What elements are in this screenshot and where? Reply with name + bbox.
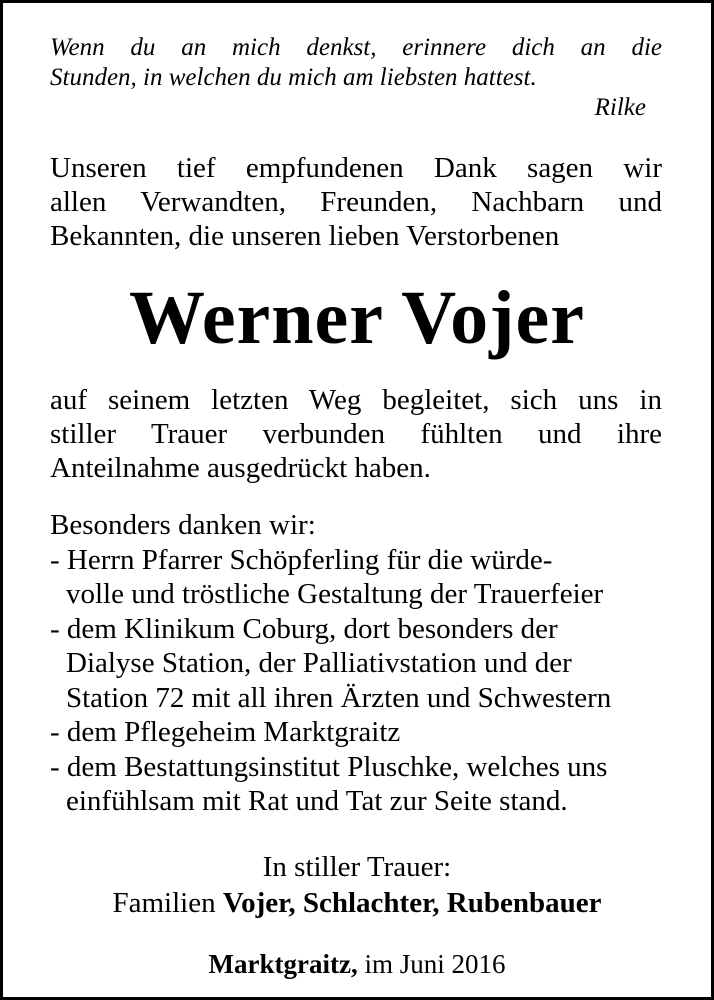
quote-author: Rilke bbox=[594, 94, 646, 121]
thanks-body-line-3: Anteilnahme ausgedrückt haben. bbox=[50, 452, 431, 484]
special-thanks-heading: Besonders danken wir: bbox=[50, 509, 316, 541]
thanks-intro-line-3: Bekannten, die unseren lieben Verstorbenen bbox=[50, 220, 560, 252]
families-line bbox=[3, 885, 711, 921]
quote-line-2: Stunden, in welchen du mich am liebsten hattest. bbox=[50, 64, 537, 91]
place: Marktgraitz, bbox=[208, 949, 358, 979]
rilke-quote bbox=[50, 33, 662, 123]
list-item-continuation: Station 72 mit all ihren Ärzten und Schwestern bbox=[66, 681, 612, 714]
deceased-name: Werner Vojer bbox=[129, 276, 585, 360]
thanks-intro-line-1: Unseren tief empfundenen Dank sagen wir bbox=[50, 152, 662, 184]
place-date-line bbox=[3, 947, 711, 981]
special-thanks-list bbox=[50, 508, 690, 819]
list-item-continuation: Dialyse Station, der Palliativstation und der bbox=[66, 647, 572, 679]
date: im Juni 2016 bbox=[364, 949, 506, 979]
list-item: - dem Pflegeheim Marktgraitz bbox=[50, 716, 401, 748]
thanks-body-paragraph bbox=[50, 383, 662, 485]
list-item: - dem Klinikum Coburg, dort besonders der bbox=[50, 612, 558, 645]
mourning-line: In stiller Trauer: bbox=[262, 851, 452, 883]
list-item: - dem Bestattungsinstitut Pluschke, welches uns bbox=[50, 750, 608, 783]
list-item: - Herrn Pfarrer Schöpferling für die würde- bbox=[50, 543, 553, 576]
thanks-intro-paragraph bbox=[50, 151, 662, 253]
list-item-continuation: einfühlsam mit Rat und Tat zur Seite stand. bbox=[66, 785, 568, 817]
thanks-body-line-2: stiller Trauer verbunden fühlten und ihre bbox=[50, 418, 662, 450]
families-names: Vojer, Schlachter, Rubenbauer bbox=[222, 887, 602, 919]
quote-line-1: Wenn du an mich denkst, erinnere dich an die bbox=[50, 34, 662, 61]
thanks-body-line-1: auf seinem letzten Weg begleitet, sich uns in bbox=[50, 384, 662, 416]
list-item-continuation: volle und tröstliche Gestaltung der Trauerfeier bbox=[66, 578, 604, 610]
thanks-intro-line-2: allen Verwandten, Freunden, Nachbarn und bbox=[50, 186, 662, 218]
families-prefix: Familien bbox=[112, 887, 216, 919]
